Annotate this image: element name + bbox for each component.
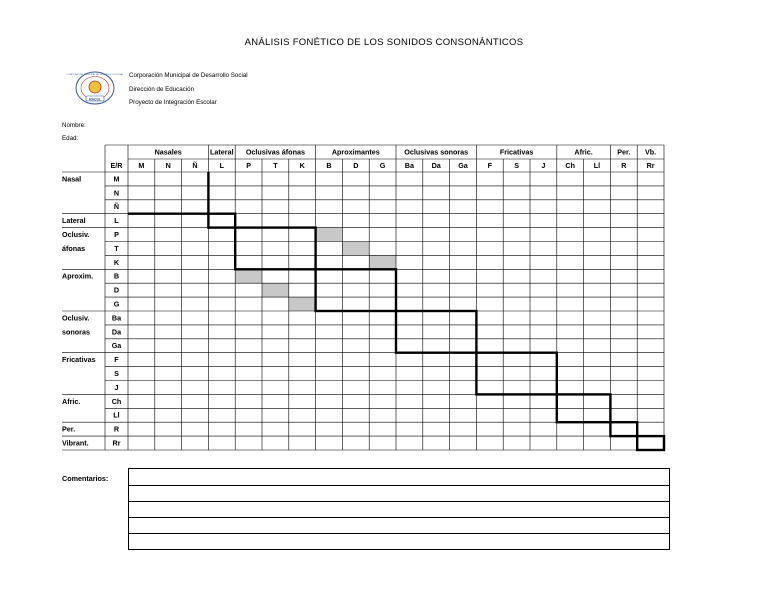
column-header: D [353, 160, 359, 170]
diagonal-block [476, 353, 556, 395]
column-header: Ba [404, 160, 415, 170]
group-header: Afric. [574, 147, 593, 157]
group-header: Per. [617, 147, 631, 157]
corner-label: E/R [110, 160, 123, 170]
diagonal-block [316, 269, 396, 311]
nombre-label: Nombre: [62, 122, 86, 129]
logo-macul-text: MACUL [88, 97, 102, 102]
row-header: B [113, 271, 120, 281]
group-header: Lateral [210, 147, 234, 157]
comment-line [129, 485, 669, 486]
row-group-label: Nasal [62, 174, 82, 184]
shaded-cell [235, 269, 262, 283]
row-header: Rr [112, 438, 121, 448]
row-group-label: Oclusiv. [62, 229, 90, 239]
row-header: J [114, 382, 119, 392]
row-group-label: Aproxim. [62, 271, 94, 281]
logo-ring-text: CORPORACIÓN MUNICIPAL DE DESARROLLO SOCIAL [66, 74, 124, 77]
shaded-cell [316, 228, 343, 242]
row-header: S [114, 368, 119, 378]
row-header: T [114, 243, 119, 253]
column-header: N [165, 160, 171, 170]
column-header: K [299, 160, 305, 170]
row-header: F [114, 355, 119, 365]
row-header: G [113, 299, 120, 309]
group-header: Oclusivas sonoras [404, 147, 469, 157]
diagonal-block [637, 436, 664, 450]
row-group-label: sonoras [62, 327, 90, 337]
column-header: Da [431, 160, 441, 170]
shaded-cell [369, 255, 396, 269]
row-group-label: Oclusiv. [62, 313, 90, 323]
shaded-cell [262, 283, 289, 297]
row-header: Ll [113, 410, 120, 420]
row-header: P [114, 229, 119, 239]
comments-box[interactable] [128, 468, 670, 550]
row-group-label: áfonas [62, 243, 86, 253]
column-header: J [541, 160, 546, 170]
column-header: R [621, 160, 627, 170]
row-header: L [114, 216, 119, 226]
row-group-label: Vibrant. [62, 438, 89, 448]
column-header: M [138, 160, 145, 170]
comment-line [129, 517, 669, 518]
diagonal-block [610, 422, 637, 436]
group-header: Nasales [154, 147, 182, 157]
row-header: D [113, 285, 120, 295]
row-header: N [113, 188, 120, 198]
comments-label: Comentarios: [62, 474, 109, 483]
shaded-cell [289, 297, 316, 311]
row-header: Ga [111, 341, 122, 351]
column-header: Ga [458, 160, 468, 170]
column-header: Ch [565, 160, 575, 170]
row-header: Da [111, 327, 122, 337]
row-header: K [113, 257, 120, 267]
edad-label: Edad: [62, 135, 79, 142]
group-header: Fricativas [499, 147, 534, 157]
column-header: B [326, 160, 332, 170]
column-header: Ll [593, 160, 601, 170]
diagonal-block [208, 214, 235, 228]
document-title: ANÁLISIS FONÉTICO DE LOS SONIDOS CONSONÁNTICOS [244, 37, 524, 48]
org-line-1: Corporación Municipal de Desarrollo Social [129, 72, 248, 79]
group-header: Vb. [645, 147, 657, 157]
row-group-label: Fricativas [62, 355, 96, 365]
column-header: F [487, 160, 492, 170]
comment-line [129, 501, 669, 502]
row-group-label: Lateral [62, 216, 86, 226]
row-header: M [113, 174, 120, 184]
column-header: T [273, 160, 278, 170]
row-group-label: Per. [62, 424, 76, 434]
column-header: G [379, 160, 386, 170]
diagonal-block [235, 228, 315, 270]
column-header: L [219, 160, 224, 170]
comment-line [129, 533, 669, 534]
group-header: Aproximantes [331, 147, 380, 157]
row-group-label: Afric. [62, 396, 81, 406]
row-header: Ba [111, 313, 122, 323]
column-header: S [514, 160, 519, 170]
row-header: Ñ [113, 202, 120, 212]
column-header: P [246, 160, 251, 170]
row-header: R [113, 424, 120, 434]
shaded-cell [342, 242, 369, 256]
group-header: Oclusivas áfonas [245, 147, 305, 157]
org-line-2: Dirección de Educación [129, 86, 195, 93]
row-header: Ch [111, 396, 122, 406]
org-line-3: Proyecto de Integración Escolar [129, 99, 217, 106]
column-header: Rr [646, 160, 655, 170]
diagonal-block [396, 311, 476, 353]
column-header: Ñ [192, 160, 198, 170]
